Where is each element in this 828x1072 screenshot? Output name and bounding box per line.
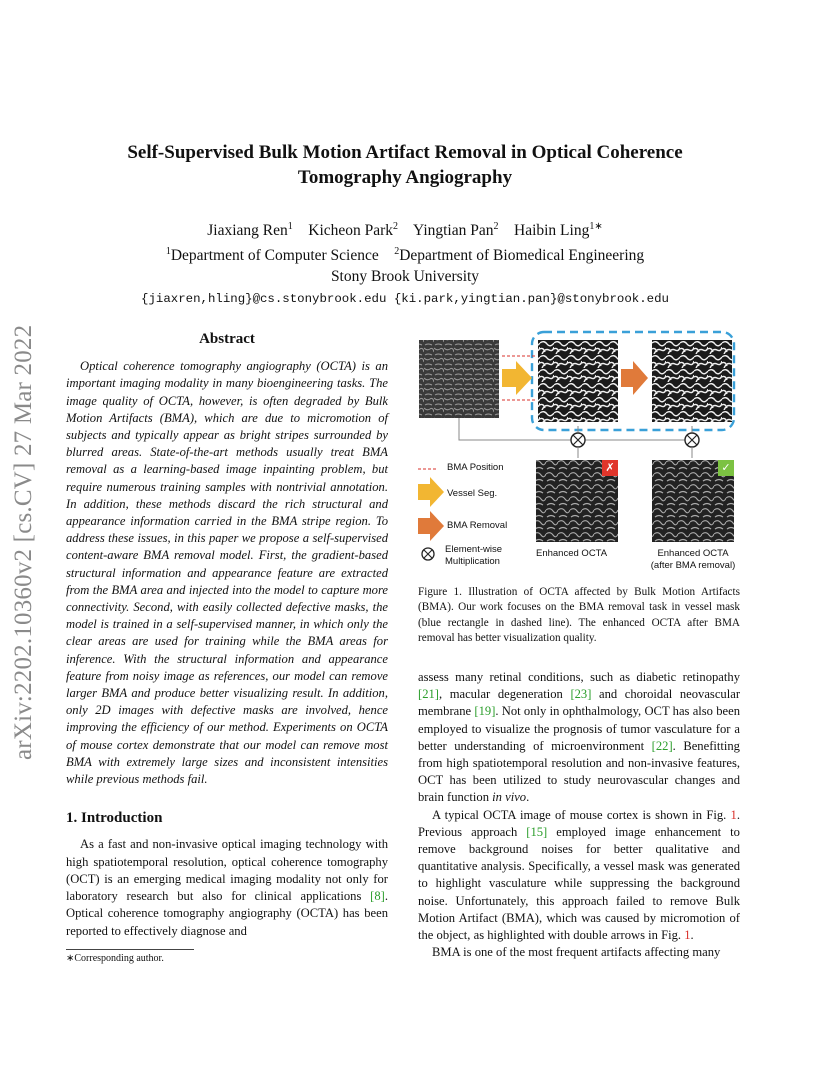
author-mark: 2 [493, 221, 499, 232]
paragraph: BMA is one of the most frequent artifacts affecting many [432, 945, 721, 960]
vessel-seg-image [538, 340, 618, 422]
bad-mark: ✗ [605, 461, 615, 474]
bma-removal-legend-icon [418, 511, 444, 541]
affil-mark: 2 [394, 246, 400, 258]
vessel-removed-image [652, 340, 732, 422]
seg-arrow-icon [502, 361, 532, 395]
intro-paragraph: As a fast and non-invasive optical imaging technology with high spatiotemporal resolution, optical coherence tomography (OCT) is an emerging medical imaging modality not only for laboratory research but also for clinical applications [8]. Optical coherence tomography angiography (OCTA) has been reported to effectively diagnose and [66, 837, 388, 938]
vessel-seg-legend-icon [418, 477, 444, 507]
figure-link[interactable]: 1 [730, 807, 737, 822]
affil-mark: 1 [165, 246, 171, 258]
paper-title: Self-Supervised Bulk Motion Artifact Removal in Optical Coherence Tomography Angiography [127, 142, 683, 188]
left-column [66, 331, 388, 940]
output-label: Enhanced OCTA (after BMA removal) [650, 548, 736, 571]
author-mark: 1 [287, 221, 293, 232]
abstract-text: Optical coherence tomography angiography (OCTA) is an important imaging modality in many bioengineering tasks. The image quality of OCTA, however, is often degraded by Bulk Motion Artifacts (BMA), which are due to micromotion of subjects and typically appear as bright stripes surrounded by blurred areas. State-of-the-art methods usually treat BMA removal as a learning-based image inpainting problem, but require numerous training samples with nontrivial annotation. In addition, these methods discard the rich structural and appearance information carried in the BMA stripe region. To address these issues, in this paper we propose a self-supervised content-aware BMA removal model. First, the gradient-based structural information and appearance feature are extracted from the BMA area and injected into the model to capture more connectivity. Second, with easily collected defective masks, the model is trained in a self-supervised manner, in which only the clear areas are used for training while the BMA areas for inference. With the structural information and appearance feature from noisy image as references, our model can remove larger BMA and produce better visualizing result. In addition, only 2D images with defective masks are involved, hence improving the efficiency of our method. Experiments on OCTA of mouse cortex demonstrate that our model can remove most BMA with extremely large sizes and inconsistent intensities while previous methods fail. [66, 359, 388, 787]
legend-label: BMA Position [447, 462, 504, 473]
right-column [418, 669, 740, 961]
figure-1 [414, 326, 742, 576]
citation-link[interactable]: [8] [370, 889, 385, 904]
paragraph: assess many retinal conditions, such as diabetic retinopathy [21], macular degeneration [23] and choroidal neovascular membrane [19]. Not only in ophthalmology, OCT has also been employed to visualize the prognosis of tumor vasculature for a better understanding of microenvironment [22]. Benefitting from high spatiotemporal resolution and non-invasive features, OCT has been utilized to study neurovascular changes and brain function in vivo. [418, 670, 741, 805]
good-mark: ✓ [721, 461, 731, 474]
author: Jiaxiang Ren [207, 222, 288, 240]
author-mark: 1∗ [589, 221, 603, 232]
citation-link[interactable]: [21] [418, 687, 439, 702]
author-block [90, 216, 720, 310]
legend-label: Element-wise Multiplication [445, 544, 503, 567]
citation-link[interactable]: [23] [570, 687, 592, 702]
raw-octa-image [419, 340, 499, 418]
affiliations [90, 241, 720, 266]
affiliation: Department of Biomedical Engineering [399, 247, 645, 265]
removal-arrow-icon [621, 361, 648, 395]
emails: {jiaxren,hling}@cs.stonybrook.edu {ki.park,yingtian.pan}@stonybrook.edu [141, 292, 669, 307]
figure-link[interactable]: 1 [684, 928, 691, 943]
legend-label: BMA Removal [447, 520, 508, 531]
paragraph: A typical OCTA image of mouse cortex is shown in Fig. 1. Previous approach [15] employed image enhancement to remove background noises for better qualitative and quantitative analysis. Specifically, a vessel mask was generated to highlight vasculature while suppressing the background noise. Unfortunately, this approach failed to remove Bulk Motion Artifact (BMA), which was caused by micromotion of the object, as highlighted with double arrows in Fig. 1. [418, 807, 740, 943]
author-mark: 2 [393, 221, 399, 232]
legend-label: Vessel Seg. [447, 488, 498, 499]
author: Yingtian Pan [412, 222, 494, 240]
citation-link[interactable]: [22] [651, 738, 673, 753]
citation-link[interactable]: [19] [474, 704, 496, 719]
footnote: ∗Corresponding author. [66, 953, 164, 964]
figure-caption: Figure 1. Illustration of OCTA affected by Bulk Motion Artifacts (BMA). Our work focuses on the BMA removal task in vessel mask (blue rectangle in dashed line). The enhanced OCTA after BMA removal has better visualization quality. [418, 586, 740, 645]
citation-link[interactable]: [15] [526, 824, 548, 839]
section-heading: 1. Introduction [66, 810, 163, 827]
university: Stony Brook University [330, 268, 480, 286]
author-list [90, 216, 720, 241]
output-label: Enhanced OCTA [536, 548, 608, 559]
abstract-heading: Abstract [199, 331, 255, 347]
figure-diagram [414, 326, 742, 576]
affiliation: Department of Computer Science [170, 247, 379, 265]
author: Kicheon Park [308, 222, 394, 240]
arxiv-identifier: arXiv:2202.10360v2 [cs.CV] 27 Mar 2022 [10, 324, 37, 760]
footnote-rule [66, 949, 194, 950]
author: Haibin Ling [514, 222, 590, 240]
